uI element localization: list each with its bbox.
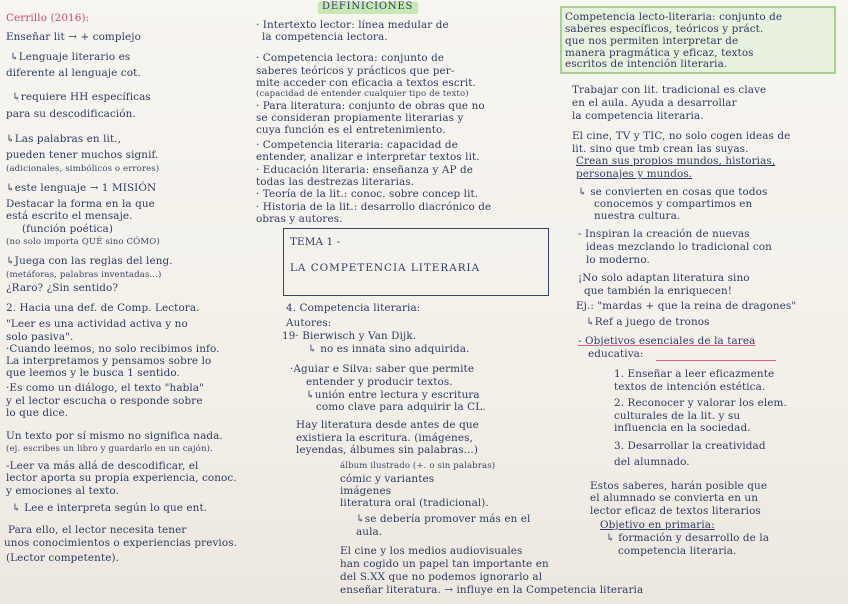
note-line: lector eficaz de textos literarios [590,505,761,517]
page-heading: DEFINICIONES [322,1,414,12]
note-line: ↳se debería promover más en el [356,513,531,525]
note-line: ↳ no es innata sino adquirida. [308,343,470,355]
note-line: competencia literaria. [618,545,737,557]
note-line: álbum ilustrado (+. o sin palabras) [340,461,496,471]
objective-item: 1. Enseñar a leer eficazmente [614,368,775,380]
note-line: literatura oral (tradicional). [340,497,489,509]
note-line: en el aula. Ayuda a desarrollar [572,97,737,109]
note-line: ideas mezclando lo tradicional con [586,241,772,253]
definition-line: Competencia lecto-literaria: conjunto de [565,11,783,23]
note-line: ·Aguiar e Silva: saber que permite [290,363,475,375]
objective-item: influencia en la sociedad. [614,422,751,434]
note-line: solo pasiva". [6,331,74,343]
definition-line: cuya función es el entretenimiento. [256,124,446,136]
note-line: "Leer es una actividad activa y no [6,318,188,330]
note-line: del S.XX que no podemos ignorarlo al [340,571,543,583]
note-line: unos conocimientos o experiencias previos. [4,537,238,549]
note-line: Para ello, el lector necesita tener [8,524,187,536]
objective-item: 2. Reconocer y valorar los elem. [614,397,787,409]
note-line: el alumnado se convierta en un [590,492,758,504]
note-line: y el lector escucha o responde sobre [6,395,203,407]
definition-line: se consideran propiamente literarias y [256,112,464,124]
definition-line: que nos permiten interpretar de [565,35,739,47]
definition-line: saberes teóricos y prácticos que per- [256,65,455,77]
definition-line: manera pragmática y eficaz, textos [565,47,754,59]
note-line: Autores: [286,317,332,329]
note-line: (adicionales, simbólicos o errores) [6,164,160,174]
note-line: que también la enriquecen! [584,285,733,297]
note-line: Hay literatura desde antes de que [296,419,479,431]
note-line: ↳Juega con las reglas del leng. [6,255,173,267]
note-line: ·Es como un diálogo, el texto "habla" [6,382,204,394]
definition-line: · Para literatura: conjunto de obras que no [256,100,485,112]
note-line: Objetivo en primaria: [600,519,715,531]
objective-item: textos de intención estética. [614,381,766,393]
note-line: y emociones al texto. [6,485,119,497]
note-line: Cerrillo (2016): [6,12,90,24]
note-line: la competencia literaria. [572,110,704,122]
note-line: como clave para adquirir la CL. [316,401,486,413]
note-line: ↳Las palabras en lit., [6,133,122,145]
objective-item: culturales de la lit. y su [614,410,741,422]
section-heading: 4. Competencia literaria: [286,302,421,314]
note-line: pueden tener muchos signif. [6,149,159,161]
note-line: personajes y mundos. [576,168,693,180]
note-line: aula. [356,526,383,538]
definition-line: · Historia de la lit.: desarrollo diacrónico de [256,201,492,213]
note-line: Estos saberes, harán posible que [590,480,768,492]
topic-number: TEMA 1 - [290,236,341,248]
note-line: Un texto por sí mismo no significa nada. [6,430,223,442]
note-line: diferente al lenguaje cot. [6,67,141,79]
heading-underline [656,360,776,361]
section-heading: educativa: [588,348,644,360]
note-line: que leemos y le busca 1 sentido. [6,367,180,379]
note-line: ·Cuando leemos, no solo recibimos info. [6,343,220,355]
note-line: lo moderno. [586,254,650,266]
note-line: Enseñar lit → + complejo [6,31,141,43]
note-line: ↳ formación y desarrollo de la [606,532,770,544]
note-line: conocemos y compartimos en [594,198,753,210]
note-line: lit. sino que tmb crean las suyas. [572,143,749,155]
definition-line: · Intertexto lector: línea medular de [256,19,449,31]
objective-item: 3. Desarrollar la creatividad [614,440,766,452]
definition-line: · Competencia lectora: conjunto de [256,52,445,64]
note-line: ↳este lenguaje → 1 MISIÓN [6,182,157,194]
note-line: ↳unión entre lectura y escritura [306,389,480,401]
note-line: Crean sus propios mundos, historias, [576,155,776,167]
note-line: para su descodificación. [6,108,136,120]
note-line: -Leer va más allá de descodificar, el [6,460,199,472]
note-line: El cine y los medios audiovisuales [340,545,523,557]
note-line: ¡No solo adaptan literatura sino [578,272,750,284]
note-line: (Lector competente). [6,552,120,564]
definition-line: (capacidad de entender cualquier tipo de texto) [256,89,469,99]
definition-line: · Teoría de la lit.: conoc. sobre concep lit. [256,188,479,200]
definition-line: · Educación literaria: enseñanza y AP de [256,164,474,176]
note-line: ↳Lenguaje literario es [10,51,131,63]
definition-line: entender, analizar e interpretar textos lit. [256,151,480,163]
note-line: (no solo importa QUÉ sino CÓMO) [6,237,160,247]
definition-line: saberes específicos, teóricos y práct. [565,23,764,35]
note-line: lo que dice. [6,407,69,419]
definition-line: mite acceder con eficacia a textos escrit. [256,77,476,89]
note-line: (ej. escribes un libro y guardarlo en un cajón). [6,444,213,454]
note-line: han cogido un papel tan importante en [340,558,549,570]
note-line: enseñar literatura. → influye en la Competencia literaria [340,584,644,596]
definition-line: todas las destrezas literarias. [256,176,415,188]
definition-line: · Competencia literaria: capacidad de [256,139,458,151]
note-line: existiera la escritura. (imágenes, [296,432,473,444]
note-line: está escrito el mensaje. [6,210,133,222]
note-line: Trabajar con lit. tradicional es clave [572,84,767,96]
definition-line: la competencia lectora. [262,31,388,43]
note-line: Ej.: "mardas + que la reina de dragones" [576,300,797,312]
note-line: ↳ Lee e interpreta según lo que ent. [12,502,208,514]
note-line: leyendas, álbumes sin palabras...) [296,444,478,456]
note-line: imágenes [340,485,392,497]
objective-item: del alumnado. [614,456,690,468]
note-line: entender y producir textos. [306,376,453,388]
note-line: cómic y variantes [340,473,435,485]
note-line: 19· Bierwisch y Van Dijk. [282,330,417,342]
note-line: ↳Ref a juego de tronos [586,316,710,328]
note-line: La interpretamos y pensamos sobre lo [6,355,212,367]
definition-line: escritos de intención literaria. [565,58,728,70]
note-line: - Inspiran la creación de nuevas [578,228,750,240]
note-line: 2. Hacia una def. de Comp. Lectora. [6,302,200,314]
note-line: ↳requiere HH específicas [12,91,151,103]
note-line: ¿Raro? ¿Sin sentido? [6,282,119,294]
note-line: El cine, TV y TIC, no solo cogen ideas de [572,130,791,142]
note-line: (función poética) [22,223,113,235]
note-line: (metáforas, palabras inventadas...) [6,270,162,280]
note-line: lector aporta su propia experiencia, conoc. [6,472,237,484]
note-line: Destacar la forma en la que [6,198,155,210]
definition-line: obras y autores. [256,213,343,225]
topic-title: LA COMPETENCIA LITERARIA [290,262,481,274]
note-line: nuestra cultura. [594,210,681,222]
section-heading: - Objetivos esenciales de la tarea [578,335,756,347]
note-line: ↳ se convierten en cosas que todos [578,186,768,198]
